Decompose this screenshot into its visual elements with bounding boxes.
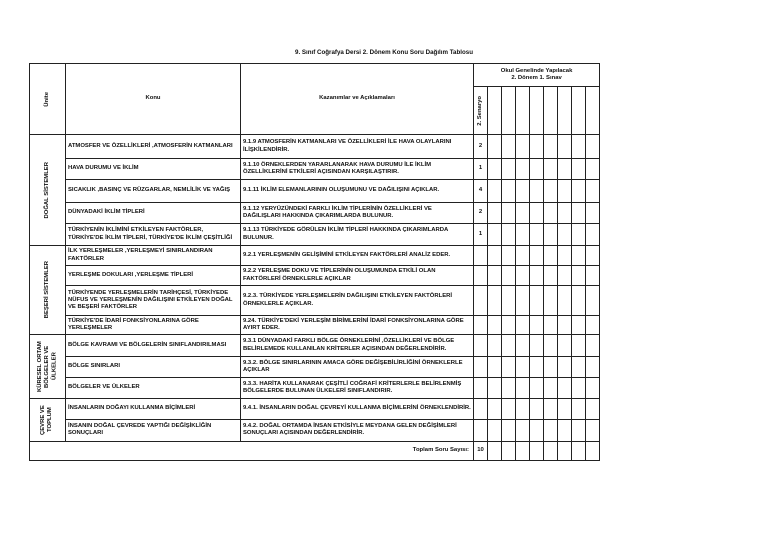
question-count-cell: 4: [474, 180, 488, 203]
empty-cell: [516, 203, 530, 224]
question-count-cell: [474, 357, 488, 378]
empty-cell: [572, 246, 586, 266]
empty-cell: [502, 224, 516, 246]
empty-cell: [530, 224, 544, 246]
question-count-cell: [474, 316, 488, 335]
empty-cell: [530, 399, 544, 420]
question-count-cell: [474, 266, 488, 286]
empty-cell: [516, 399, 530, 420]
empty-cell: [488, 246, 502, 266]
empty-cell: [502, 159, 516, 180]
empty-cell: [586, 159, 600, 180]
empty-cell: [502, 419, 516, 441]
table-row: [30, 224, 600, 246]
empty-cell: [516, 246, 530, 266]
empty-cell: [544, 286, 558, 316]
empty-cell: [502, 180, 516, 203]
table-row: [30, 399, 600, 420]
empty-cell: [530, 135, 544, 159]
empty-cell: [558, 180, 572, 203]
empty-cell: [502, 246, 516, 266]
kazanim-cell: 9.1.11 İKLİM ELEMANLARININ OLUŞUMUNU VE DAĞILIŞINI AÇIKLAR.: [241, 180, 474, 203]
empty-cell: [530, 266, 544, 286]
empty-cell: [572, 286, 586, 316]
empty-cell: [516, 224, 530, 246]
empty-cell: [586, 266, 600, 286]
header-senaryo: 2. Senaryo: [474, 87, 488, 135]
table-row: [30, 357, 600, 378]
table-row: [30, 203, 600, 224]
konu-cell: İLK YERLEŞMELER ,YERLEŞMEYİ SINIRLANDIRAN FAKTÖRLER: [66, 246, 241, 266]
question-count-cell: [474, 286, 488, 316]
empty-cell: [544, 357, 558, 378]
question-count-cell: [474, 399, 488, 420]
empty-cell: [544, 399, 558, 420]
empty-cell: [502, 399, 516, 420]
empty-cell: [488, 335, 502, 357]
empty-cell: [572, 357, 586, 378]
empty-cell: [586, 135, 600, 159]
question-count-cell: 1: [474, 159, 488, 180]
table-row: [30, 159, 600, 180]
empty-cell: [502, 135, 516, 159]
empty-cell: [558, 357, 572, 378]
konu-cell: TÜRKİYE'DE İDARİ FONKSİYONLARINA GÖRE YERLEŞMELER: [66, 316, 241, 335]
empty-cell: [558, 419, 572, 441]
empty-cell: [572, 335, 586, 357]
empty-cell: [530, 203, 544, 224]
table-row: [30, 335, 600, 357]
table-row: [30, 286, 600, 316]
empty-cell: [558, 159, 572, 180]
empty-cell: [544, 378, 558, 399]
konu-cell: ATMOSFER VE ÖZELLİKLERİ ,ATMOSFERİN KATMANLARI: [66, 135, 241, 159]
table-row: [30, 266, 600, 286]
question-count-cell: 1: [474, 224, 488, 246]
empty-cell: [502, 286, 516, 316]
table-row: [30, 135, 600, 159]
kazanim-cell: 9.2.3. TÜRKİYEDE YERLEŞMELERİN DAĞILIŞINI ETKİLEYEN FAKTÖRLERİ ÖRNEKLERLE AÇIKLAR.: [241, 286, 474, 316]
konu-cell: BÖLGE KAVRAMI VE BÖLGELERİN SINIFLANDIRILMASI: [66, 335, 241, 357]
header-kazanimlar: Kazanımlar ve Açıklamaları: [241, 64, 474, 135]
empty-cell: [516, 286, 530, 316]
empty-cell: [516, 180, 530, 203]
empty-cell: [558, 399, 572, 420]
empty-cell: [572, 399, 586, 420]
header-konu: Konu: [66, 64, 241, 135]
empty-cell: [488, 266, 502, 286]
konu-cell: HAVA DURUMU VE İKLİM: [66, 159, 241, 180]
unit-cell: DOĞAL SİSTEMLER: [30, 135, 66, 246]
empty-cell: [516, 266, 530, 286]
unit-cell: ÇEVRE VE TOPLUM: [30, 399, 66, 442]
empty-cell: [530, 246, 544, 266]
table-row: [30, 316, 600, 335]
table-row: [30, 246, 600, 266]
empty-cell: [502, 203, 516, 224]
question-count-cell: [474, 246, 488, 266]
empty-cell: [572, 419, 586, 441]
kazanim-cell: 9.2.2 YERLEŞME DOKU VE TİPLERİNİN OLUŞUMUNDA ETKİLİ OLAN FAKTÖRLERİ ÖRNEKLERLE AÇIKLAR: [241, 266, 474, 286]
empty-cell: [516, 378, 530, 399]
kazanim-cell: 9.1.13 TÜRKİYEDE GÖRÜLEN İKLİM TİPLERİ HAKKINDA ÇIKARIMLARDA BULUNUR.: [241, 224, 474, 246]
kazanim-cell: 9.3.1 DÜNYADAKİ FARKLI BÖLGE ÖRNEKLERİNİ ,ÖZELLİKLERİ VE BÖLGE BELİRLEMEDE KULLANILAN KRİTERLER AÇISINDAN DEĞERLENDİRİR.: [241, 335, 474, 357]
empty-cell: [488, 135, 502, 159]
empty-cell: [544, 135, 558, 159]
konu-cell: BÖLGE SINIRLARI: [66, 357, 241, 378]
empty-cell: [488, 419, 502, 441]
page-title: 9. Sınıf Coğrafya Dersi 2. Dönem Konu Soru Dağılım Tablosu: [295, 49, 473, 56]
empty-cell: [586, 224, 600, 246]
empty-cell: [586, 203, 600, 224]
empty-cell: [488, 224, 502, 246]
empty-cell: [586, 286, 600, 316]
konu-cell: SICAKLIK ,BASINÇ VE RÜZGARLAR, NEMLİLİK VE YAĞIŞ: [66, 180, 241, 203]
konu-cell: TÜRKİYENİN İKLİMİNİ ETKİLEYEN FAKTÖRLER, TÜRKİYE'DE İKLİM TİPLERİ, TÜRKİYE'DE İKLİM ÇEŞİTLİĞİ: [66, 224, 241, 246]
empty-cell: [558, 246, 572, 266]
empty-cell: [530, 357, 544, 378]
kazanim-cell: 9.1.12 YERYÜZÜNDEKİ FARKLI İKLİM TİPLERİNİN ÖZELLİKLERİ VE DAĞILIŞLARI HAKKINDA ÇIKARIMLARDA BULUNUR.: [241, 203, 474, 224]
konu-cell: YERLEŞME DOKULARI ,YERLEŞME TİPLERİ: [66, 266, 241, 286]
empty-cell: [586, 316, 600, 335]
empty-cell: [516, 159, 530, 180]
empty-cell: [544, 316, 558, 335]
empty-cell: [572, 224, 586, 246]
empty-cell: [572, 135, 586, 159]
question-count-cell: 2: [474, 203, 488, 224]
empty-cell: [488, 357, 502, 378]
total-label: Toplam Soru Sayısı:: [30, 442, 474, 461]
table-row: [30, 419, 600, 441]
empty-cell: [544, 266, 558, 286]
empty-cell: [586, 378, 600, 399]
empty-cell: [502, 357, 516, 378]
kazanim-cell: 9.2.1 YERLEŞMENİN GELİŞİMİNİ ETKİLEYEN FAKTÖRLERİ ANALİZ EDER.: [241, 246, 474, 266]
empty-cell: [530, 335, 544, 357]
empty-cell: [586, 399, 600, 420]
empty-cell: [544, 203, 558, 224]
empty-cell: [586, 246, 600, 266]
empty-cell: [558, 335, 572, 357]
empty-cell: [572, 159, 586, 180]
empty-cell: [558, 316, 572, 335]
empty-cell: [516, 335, 530, 357]
empty-cell: [544, 159, 558, 180]
empty-cell: [558, 266, 572, 286]
empty-cell: [516, 135, 530, 159]
empty-cell: [572, 180, 586, 203]
empty-cell: [530, 419, 544, 441]
empty-cell: [558, 286, 572, 316]
empty-cell: [572, 203, 586, 224]
kazanim-cell: 9.4.2. DOĞAL ORTAMDA İNSAN ETKİSİYLE MEYDANA GELEN DEĞİŞİMLERİ SONUÇLARI AÇISINDAN DEĞERLENDİRİR.: [241, 419, 474, 441]
empty-cell: [558, 378, 572, 399]
kazanim-cell: 9.4.1. İNSANLARIN DOĞAL ÇEVREYİ KULLANMA BİÇİMLERİNİ ÖRNEKLENDİRİR.: [241, 399, 474, 420]
question-count-cell: 2: [474, 135, 488, 159]
empty-cell: [516, 357, 530, 378]
konu-cell: İNSANLARIN DOĞAYI KULLANMA BİÇİMLERİ: [66, 399, 241, 420]
empty-cell: [488, 180, 502, 203]
kazanim-cell: 9.24. TÜRKİYE'DEKİ YERLEŞİM BİRİMLERİNİ İDARİ FONKSİYONLARINA GÖRE AYIRT EDER.: [241, 316, 474, 335]
konu-cell: DÜNYADAKİ İKLİM TİPLERİ: [66, 203, 241, 224]
empty-cell: [488, 286, 502, 316]
question-count-cell: [474, 378, 488, 399]
empty-cell: [516, 316, 530, 335]
total-value: 10: [474, 442, 488, 461]
empty-cell: [558, 224, 572, 246]
konu-cell: TÜRKİYENDE YERLEŞMELERİN TARİHÇESİ, TÜRKİYEDE NÜFUS VE YERLEŞMENİN DAĞILIŞINI ETKİLEYEN DOĞAL VE BEŞERİ FAKTÖRLER: [66, 286, 241, 316]
empty-cell: [502, 266, 516, 286]
kazanim-cell: 9.3.3. HARİTA KULLANARAK ÇEŞİTLİ COĞRAFİ KRİTERLERLE BELİRLENMİŞ BÖLGELERDE BULUNAN ÜLKELERİ SINIFLANDIRIR.: [241, 378, 474, 399]
kazanim-cell: 9.1.10 ÖRNEKLERDEN YARARLANARAK HAVA DURUMU İLE İKLİM ÖZELLİKLERİNİ ETKİLERİ AÇISINDAN KARŞILAŞTIRIR.: [241, 159, 474, 180]
empty-cell: [572, 378, 586, 399]
question-count-cell: [474, 419, 488, 441]
unit-cell: KÜRESEL ORTAM BÖLGELER VE ÜLKELER: [30, 335, 66, 399]
empty-cell: [586, 419, 600, 441]
empty-cell: [558, 135, 572, 159]
empty-cell: [488, 316, 502, 335]
empty-cell: [544, 419, 558, 441]
empty-cell: [586, 335, 600, 357]
konu-cell: İNSANIN DOĞAL ÇEVREDE YAPTIĞI DEĞİŞİKLİĞİN SONUÇLARI: [66, 419, 241, 441]
empty-cell: [586, 357, 600, 378]
empty-cell: [558, 203, 572, 224]
table-row: [30, 180, 600, 203]
konu-cell: BÖLGELER VE ÜLKELER: [66, 378, 241, 399]
header-okul: Okul Genelinde Yapılacak 2. Dönem 1. Sınav: [474, 64, 600, 87]
empty-cell: [544, 224, 558, 246]
empty-cell: [572, 266, 586, 286]
unit-cell: BEŞERİ SİSTEMLER: [30, 246, 66, 335]
empty-cell: [502, 335, 516, 357]
empty-cell: [488, 399, 502, 420]
question-distribution-table: [29, 63, 600, 461]
empty-cell: [530, 378, 544, 399]
empty-cell: [488, 378, 502, 399]
empty-cell: [544, 335, 558, 357]
empty-cell: [530, 286, 544, 316]
empty-cell: [544, 180, 558, 203]
empty-cell: [502, 316, 516, 335]
header-unite: Ünite: [30, 64, 66, 135]
empty-cell: [530, 159, 544, 180]
empty-cell: [530, 316, 544, 335]
empty-cell: [516, 419, 530, 441]
empty-cell: [572, 316, 586, 335]
question-count-cell: [474, 335, 488, 357]
empty-cell: [502, 378, 516, 399]
table-row: [30, 378, 600, 399]
empty-cell: [488, 159, 502, 180]
kazanim-cell: 9.3.2. BÖLGE SINIRLARININ AMACA GÖRE DEĞİŞEBİLİRLİĞİNİ ÖRNEKLERLE AÇIKLAR: [241, 357, 474, 378]
empty-cell: [586, 180, 600, 203]
kazanim-cell: 9.1.9 ATMOSFERİN KATMANLARI VE ÖZELLİKLERİ İLE HAVA OLAYLARINI İLİŞKİLENDİRİR.: [241, 135, 474, 159]
empty-cell: [530, 180, 544, 203]
empty-cell: [544, 246, 558, 266]
empty-cell: [488, 203, 502, 224]
